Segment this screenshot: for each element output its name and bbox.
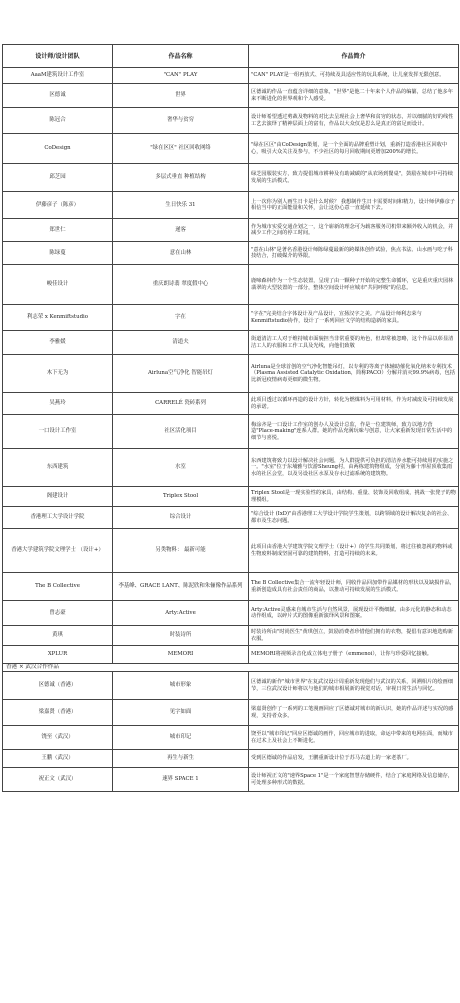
intro-cell: 时装诗所由"时尚医生"黄琪创立，鼓励消费者珍惜他们拥有的衣物，提倡有意识地选购新衣服。 (249, 626, 459, 646)
intro-cell: "综合设计 (IxD)"由香港理工大学设计学院学生策划，以跨领域的设计解决复杂的社会、都市及生态问题。 (249, 507, 459, 529)
designer-cell: 香港理工大学设计学院 (3, 507, 113, 529)
intro-cell: 区德诚的作品一直蕴含详细的意象，"世界"是他二十年来个人作品的编纂，总结了他多年来不断进化的世界观和个人感受。 (249, 84, 459, 108)
table-row (3, 355, 459, 393)
work-title-cell: Triplex Stool (113, 487, 249, 507)
intro-cell: 区德诚的新作"城市世界"在复武汉设计周重新发现他们与武汉的关系，回溯相片的绘画细节，三位武汉设计师将以与他们的城市相展新的视觉对话，审视日常生活与回忆。 (249, 672, 459, 700)
table-row (3, 84, 459, 108)
table-row (3, 672, 459, 700)
table-row (3, 449, 459, 487)
works-table (2, 44, 459, 792)
work-title-cell: 世界 (113, 84, 249, 108)
table-row (3, 700, 459, 726)
work-title-cell: Airluna空气净化 智能吊灯 (113, 355, 249, 393)
designer-cell: 峻佳设计 (3, 265, 113, 305)
table-row (3, 219, 459, 242)
intro-cell: 鹿啼森林作为一个生态装置，呈现了由一颗种子开始的完整生命循环，它是重庆重庆园林翡翠的大型装置的一部分，整体空间设计呼应城市"共同呼吸"的信息。 (249, 265, 459, 305)
work-title-cell: 李基峰、GRACE LANT、陈泥欣和朱俪像作品系列 (113, 573, 249, 601)
header-intro: 作品简介 (249, 45, 459, 68)
intro-cell: 街道清洁工人对于维持城市面貌担当非常重要的角色，但却常被忽略，这个作品以彰显清洁工人的衣服和工作工具及光线，向他们致敬 (249, 331, 459, 355)
header-work: 作品名称 (113, 45, 249, 68)
work-title-cell: 时装诗所 (113, 626, 249, 646)
work-title-cell: 意在山林 (113, 242, 249, 265)
designer-cell: 王鹏（武汉） (3, 750, 113, 768)
work-title-cell: 递客 (113, 219, 249, 242)
designer-cell: 饶至（武汉） (3, 726, 113, 750)
designer-cell: XPLUR (3, 646, 113, 664)
intro-cell: 受到区德诚的作品启发，王鹏重新设计位于苏马古道上的一家老茶厂。 (249, 750, 459, 768)
work-title-cell: 社区活化项目 (113, 415, 249, 449)
work-title-cell: 城市形象 (113, 672, 249, 700)
header-designer: 设计师/设计团队 (3, 45, 113, 68)
designer-cell: CoDesign (3, 134, 113, 164)
designer-cell: AaaM建筑设计工作室 (3, 68, 113, 84)
designer-cell: 黄琪 (3, 626, 113, 646)
table-row (3, 768, 459, 792)
intro-cell: 梁嘉贤创作了一系列的工笔漫画回应了区德诚对城市的新认识，她的作品详述与实况的感观，支持者众多。 (249, 700, 459, 726)
intro-cell: MEMORI将视频录音化成立体电子册子（emmenoi），让你与珍爱回忆接触。 (249, 646, 459, 664)
designer-cell: 利志荣 x Kenmiftstudio (3, 305, 113, 331)
intro-cell: "意在山林"是著名香港设计师陈绿蔓最新的跨媒体创作试验，焦点书法、山水画与吃子科技结合，打破媒介的界限。 (249, 242, 459, 265)
intro-cell: "绿在区区"由CoDesign策划，是一个全面的品牌重塑计划，重新打造香港社区回收中心，吸引大众关注及参与，不少社区的每月回收期间更增加200%的增长。 (249, 134, 459, 164)
intro-cell: 设计师希望透过剪裁及物料的对比去呈现社会上奢华和贫穷的状态，并以细腻的好的线性工艺去演绎了精神层面上的富有，作品以大众仅是思么是真正的富足而设计。 (249, 108, 459, 134)
table-header-row (3, 45, 459, 68)
intro-cell: 东西建筑将致力以设计解决社会问题，为人群提供可负担的清洁养水能可持续用的实施之一。"水室"位于东埔雅与饮游Sheung村，由两栋建筑物组成，分别为藤十形屋顶收集雨水的社区会堂，以及另设社区水泵及存水过滤系统的建筑物。 (249, 449, 459, 487)
table-row (3, 108, 459, 134)
table-row (3, 134, 459, 164)
work-title-cell: MEMORI (113, 646, 249, 664)
table-row (3, 242, 459, 265)
designer-cell: 阁建设计 (3, 487, 113, 507)
work-title-cell: 重庆朗诗翡 翠度假中心 (113, 265, 249, 305)
table-row (3, 393, 459, 415)
work-title-cell: 生日快乐 31 (113, 192, 249, 219)
work-title-cell: CARRELÉ 瓷砖系列 (113, 393, 249, 415)
table-row (3, 164, 459, 192)
work-title-cell: Arty:Active (113, 601, 249, 626)
intro-cell: 设计师祝正文的"速界Space 1"是一个家庭智慧存储硬件，结合了家庭网络及信息储存，可处理多种形式的数据。 (249, 768, 459, 792)
table-row (3, 305, 459, 331)
intro-cell: 梅涂齐是一口设计工作室的创办人及设计总监，作是一位建筑师，致力以地方营造"Place-making"连系人群。她的作品充满玩味与创意，让大家重新发现日常生活中的细节与喜悦。 (249, 415, 459, 449)
table-row (3, 487, 459, 507)
designer-cell: 木下无为 (3, 355, 113, 393)
work-title-cell: 城市印记 (113, 726, 249, 750)
designer-cell: 曾志豪 (3, 601, 113, 626)
table-row (3, 626, 459, 646)
designer-cell: 陈冠合 (3, 108, 113, 134)
table-row (3, 507, 459, 529)
work-title-cell: "CAN" PLAY (113, 68, 249, 84)
designer-cell: 祝正文（武汉） (3, 768, 113, 792)
designer-cell: 李雅媛 (3, 331, 113, 355)
section-row (3, 664, 459, 672)
designer-cell: 郑世仁 (3, 219, 113, 242)
designer-cell: 吴燕玲 (3, 393, 113, 415)
intro-cell: "字在"完美结合字体设计及产品设计，宣扬汉字之美。产品设计师利志荣与Kenmiftstudio协作，设计了一系列回应文学的结构造新的家具。 (249, 305, 459, 331)
designer-cell: 一口设计工作室 (3, 415, 113, 449)
work-title-cell: 另类物料： 最新可能 (113, 529, 249, 573)
table-row (3, 265, 459, 305)
designer-cell: 陈绿蔓 (3, 242, 113, 265)
intro-cell: Arty:Active灵感来自城市生活与自然风景，展现设计平衡细腻、由多元化的静态和动态动作组成，以碎片式的图像重新演绎风景和图案。 (249, 601, 459, 626)
work-title-cell: 见字如面 (113, 700, 249, 726)
intro-cell: "CAN" PLAY是一组再放式、可持续及具适应性的玩具系统，让儿童发挥无限创意。 (249, 68, 459, 84)
work-title-cell: 水室 (113, 449, 249, 487)
table-row (3, 750, 459, 768)
work-title-cell: 多层式垂直 种植结构 (113, 164, 249, 192)
table-row (3, 573, 459, 601)
table-row (3, 68, 459, 84)
table-row (3, 192, 459, 219)
table-row (3, 726, 459, 750)
designer-cell: The B Collective (3, 573, 113, 601)
table-body (3, 68, 459, 792)
intro-cell: Triplex Stool是一现实验性的家具，由结构、重量、装饰及回收组成，挑战一张凳子的物理模组。 (249, 487, 459, 507)
work-title-cell: 综合设计 (113, 507, 249, 529)
designer-cell: 邱芝园 (3, 164, 113, 192)
section-label: 香港 × 武汉合作作品 (3, 664, 459, 672)
intro-cell: 饶至以"城市印记"回应区德诚的画作，回应城市的进取，命运中带来的电网在面，而城市在过术上及社会上不断进化。 (249, 726, 459, 750)
intro-cell: 作为城市实爱交通企划之一，这个崭新的理念可为载客服务司机带来额外收入的机会，并减少工作之间的停工时间。 (249, 219, 459, 242)
work-title-cell: 字在 (113, 305, 249, 331)
designer-cell: 区德诚 (3, 84, 113, 108)
intro-cell: Airluna是全球首创的空气净化智能吊灯，以专利的等离子体辅助催化氧化纳米专利技术（Plasma Assisted Catalytic Oxidation，简称PACO）分解并消灭99.9%病毒，包括比新冠疫情病毒更细的微生物。 (249, 355, 459, 393)
designer-cell: 伊藤彦子（陈彦） (3, 192, 113, 219)
intro-cell: The B Collective集合一流年轻设计师，同收作品回加带作品媒材的形状以及缺损作品，重新创造成具有社会责任的商品，以推动可持续发展的生活模式。 (249, 573, 459, 601)
table-row (3, 415, 459, 449)
table-row (3, 601, 459, 626)
designer-cell: 东西建筑 (3, 449, 113, 487)
work-title-cell: 奢华与贫穷 (113, 108, 249, 134)
designer-cell: 区德诚（香港） (3, 672, 113, 700)
intro-cell: 此项目透过以循环再造的设计方针，转化为燃煤料为可用材料，作为对减废及可持续发展的承诺。 (249, 393, 459, 415)
work-title-cell: 再生与新生 (113, 750, 249, 768)
designer-cell: 梁嘉贤（香港） (3, 700, 113, 726)
designer-cell: 香港大学建筑学院文理学士 （设计+） (3, 529, 113, 573)
work-title-cell: 速界 SPACE 1 (113, 768, 249, 792)
intro-cell: 此项目由香港大学建筑学院文理学士（设计+）的学生共同策划，将过往被忽视的物料或生物废料制成坚固可靠的建筑物料，打造可持续的未来。 (249, 529, 459, 573)
table-row (3, 529, 459, 573)
work-title-cell: 清道夫 (113, 331, 249, 355)
work-title-cell: "绿在区区" 社区回收网络 (113, 134, 249, 164)
table-row (3, 646, 459, 664)
intro-cell: 上一次你为别人画生日卡是什么时候？ 我想制作生日卡需要时间和精力，设计师伊藤彦子相信当中的正面能量和关怀，会让这份心意一直延续下去。 (249, 192, 459, 219)
table-row (3, 331, 459, 355)
intro-cell: 绿芝园服装实方，致力提倡城市耕种及有助减碳的"从农场到餐桌"，鼓励在城市中可持续发展的生活模式。 (249, 164, 459, 192)
